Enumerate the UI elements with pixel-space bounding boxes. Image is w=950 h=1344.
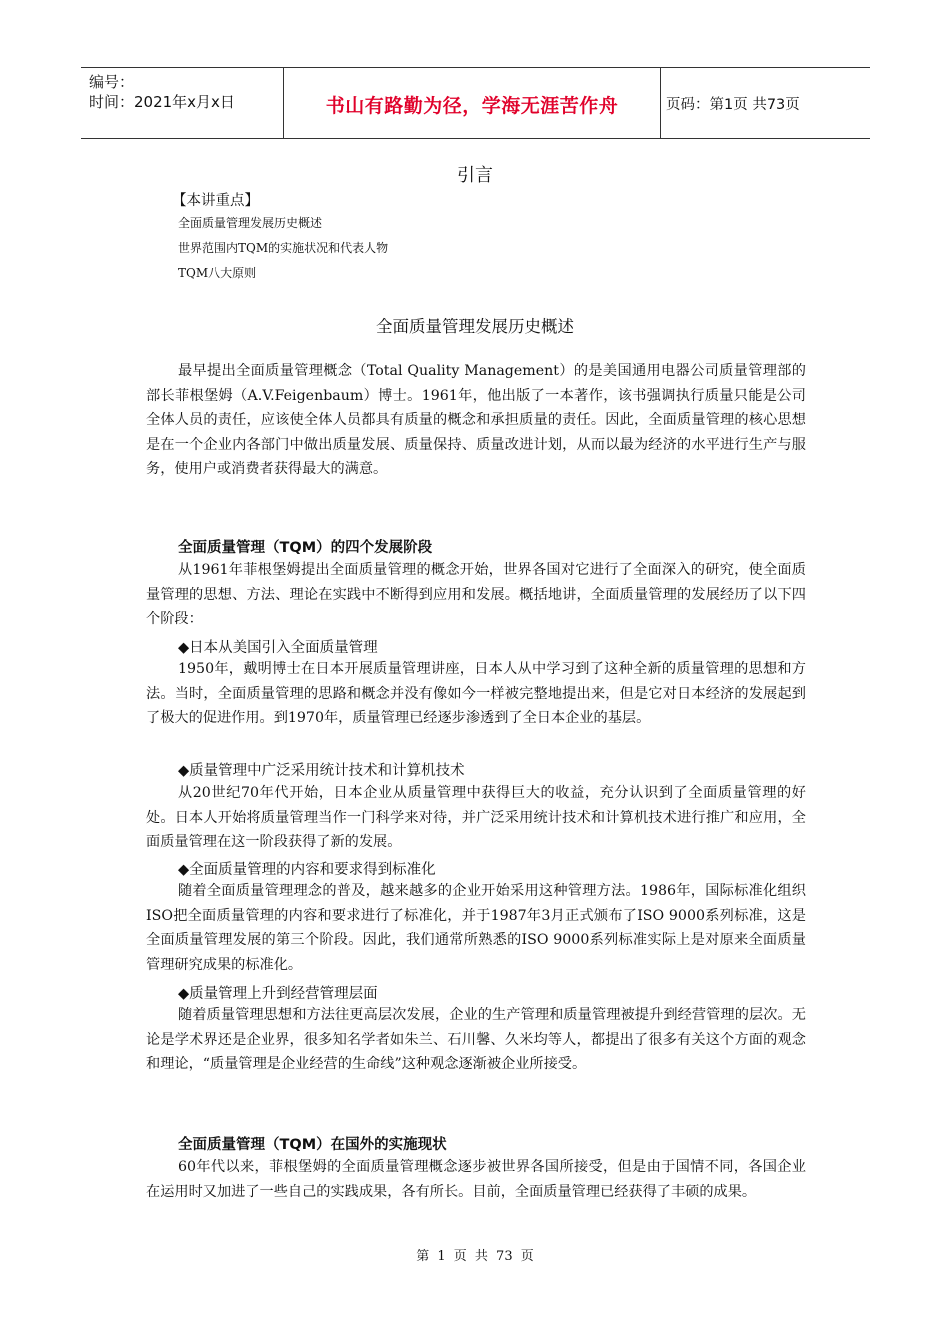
stage-paragraph: 随着质量管理思想和方法往更高层次发展，企业的生产管理和质量管理被提升到经营管理的层次。无论是学术界还是企业界，很多知名学者如朱兰、石川馨、久米均等人，都提出了很多有关这个方面的观念和理论，“质量管理是企业经营的生命线”这种观念逐渐被企业所接受。 <box>146 1007 806 1073</box>
focus-item: TQM八大原则 <box>178 266 257 280</box>
document-date: 时间：2021年x月x日 <box>89 93 235 111</box>
stage-bullet: ◆日本从美国引入全面质量管理 <box>178 640 378 656</box>
stage-bullet: ◆全面质量管理的内容和要求得到标准化 <box>178 862 436 878</box>
stage-bullet: ◆质量管理上升到经营管理层面 <box>178 986 378 1002</box>
focus-item: 世界范围内TQM的实施状况和代表人物 <box>178 241 389 255</box>
focus-label: 【本讲重点】 <box>172 193 259 209</box>
paragraph-history: 最早提出全面质量管理概念（Total Quality Management）的是美国通用电器公司质量管理部的部长菲根堡姆（A.V.Feigenbaum）博士。1961年，他出版了一本著作，该书强调执行质量只能是公司全体人员的责任，应该使全体人员都具有质量的概念和承担质量的责任。因此，全面质量管理的核心思想是在一个企业内各部门中做出质量发展、质量保持、质量改进计划，从而以最为经济的水平进行生产与服务，使用户或消费者获得最大的满意。 <box>146 363 806 478</box>
focus-item: 全面质量管理发展历史概述 <box>178 216 323 230</box>
header-info-cell <box>81 68 283 138</box>
stage-paragraph: 随着全面质量管理理念的普及，越来越多的企业开始采用这种管理方法。1986年，国际标准化组织ISO把全面质量管理的内容和要求进行了标准化，并于1987年3月正式颁布了ISO 9000系列标准，这是全面质量管理发展的第三个阶段。因此，我们通常所熟悉的ISO 9000系列标准实际上是对原来全面质量管理研究成果的标准化。 <box>146 883 806 973</box>
paragraph-stages-intro: 从1961年菲根堡姆提出全面质量管理的概念开始，世界各国对它进行了全面深入的研究，使全面质量管理的思想、方法、理论在实践中不断得到应用和发展。概括地讲，全面质量管理的发展经历了以下四个阶段： <box>146 562 806 628</box>
subsection-title-implementation: 全面质量管理（TQM）在国外的实施现状 <box>178 1137 447 1153</box>
section-title-history: 全面质量管理发展历史概述 <box>376 317 574 336</box>
stage-paragraph: 1950年，戴明博士在日本开展质量管理讲座，日本人从中学习到了这种全新的质量管理的思想和方法。当时，全面质量管理的思路和概念并没有像如今一样被完整地提出来，但是它对日本经济的发展起到了极大的促进作用。到1970年，质量管理已经逐步渗透到了全日本企业的基层。 <box>146 661 806 727</box>
header-motto-cell <box>283 68 661 138</box>
stage-paragraph: 从20世纪70年代开始，日本企业从质量管理中获得巨大的收益，充分认识到了全面质量管理的好处。日本人开始将质量管理当作一门科学来对待，并广泛采用统计技术和计算机技术进行推广和应用，全面质量管理在这一阶段获得了新的发展。 <box>146 785 806 851</box>
intro-title: 引言 <box>457 165 493 186</box>
paragraph-implementation: 60年代以来，菲根堡姆的全面质量管理概念逐步被世界各国所接受，但是由于国情不同，各国企业在运用时又加进了一些自己的实践成果，各有所长。目前，全面质量管理已经获得了丰硕的成果。 <box>146 1159 806 1200</box>
subsection-title-stages: 全面质量管理（TQM）的四个发展阶段 <box>178 540 433 556</box>
document-number-label: 编号： <box>89 73 135 91</box>
header-motto: 书山有路勤为径，学海无涯苦作舟 <box>325 95 619 117</box>
document-header <box>81 67 870 139</box>
header-page-code: 页码：第1页 共73页 <box>666 97 800 113</box>
header-page-cell <box>660 68 870 138</box>
stage-bullet: ◆质量管理中广泛采用统计技术和计算机技术 <box>178 763 465 779</box>
page-footer: 第 1 页 共 73 页 <box>416 1249 534 1264</box>
